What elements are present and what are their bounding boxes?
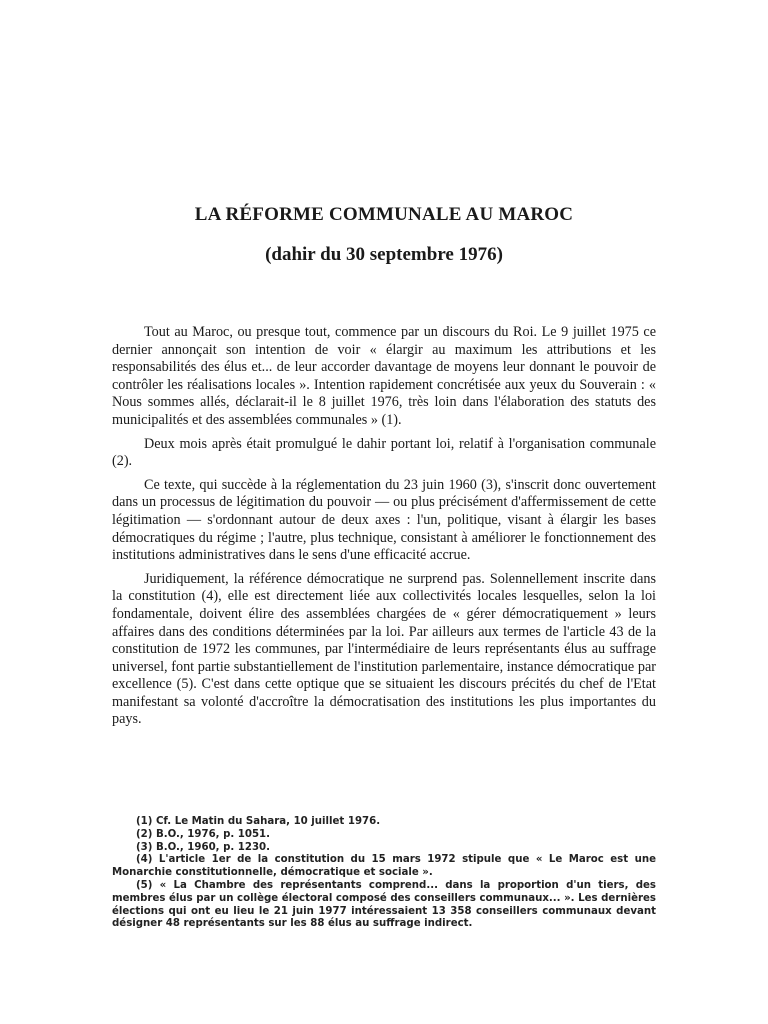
footnotes (112, 816, 656, 931)
paragraph: Ce texte, qui succède à la réglementation du 23 juin 1960 (3), s'inscrit donc ouvertement dans un processus de légitimation du pouvoir — ou plus précisément d'affermissement de cette légitimation — s'ordonnant autour de deux axes : l'un, politique, visant à élargir les bases démocratiques du régime ; l'autre, plus technique, consistant à améliorer le fonctionnement des institutions administratives dans le sens d'une efficacité accrue. (112, 476, 656, 564)
footnote: (2) B.O., 1976, p. 1051. (136, 828, 271, 840)
article-subtitle: (dahir du 30 septembre 1976) (265, 244, 503, 265)
paragraph: Juridiquement, la référence démocratique ne surprend pas. Solennellement inscrite dans la constitution (4), elle est directement liée aux collectivités locales lesquelles, selon la loi fondamentale, doivent élire des assemblées chargées de « gérer démocratiquement » leurs affaires dans des conditions déterminées par la loi. Par ailleurs aux termes de l'article 43 de la constitution de 1972 les communes, par l'intermédiaire de leurs représentants élus au suffrage universel, font partie substantiellement de l'institution parlementaire, instance démocratique par excellence (5). C'est dans cette optique que se situaient les discours précités du chef de l'Etat manifestant sa volonté d'accroître la démocratisation des institutions les plus importantes du pays. (112, 570, 656, 728)
footnote: (5) « La Chambre des représentants comprend... dans la proportion d'un tiers, des membres élus par un collège électoral composé des conseillers communaux... ». Les dernières élections qui ont eu lieu le 21 juin 1977 intéressaient 13 358 conseillers communaux devant désigner 48 représentants sur les 88 élus au suffrage indirect. (112, 879, 656, 930)
footnote: (1) Cf. Le Matin du Sahara, 10 juillet 1976. (136, 816, 381, 827)
article-body (112, 324, 656, 735)
paragraph: Deux mois après était promulgué le dahir portant loi, relatif à l'organisation communale (2). (112, 435, 656, 470)
footnote: (4) L'article 1er de la constitution du 15 mars 1972 stipule que « Le Maroc est une Monarchie constitutionnelle, démocratique et sociale ». (112, 854, 656, 879)
footnote: (3) B.O., 1960, p. 1230. (136, 841, 271, 853)
article-title: LA RÉFORME COMMUNALE AU MAROC (194, 204, 574, 225)
paragraph: Tout au Maroc, ou presque tout, commence par un discours du Roi. Le 9 juillet 1975 ce dernier annonçait son intention de voir « élargir au maximum les attributions et les responsabilités des élus et... de leur accorder davantage de moyens leur donnant le pouvoir de contrôler les réalisations locales ». Intention rapidement concrétisée aux yeux du Souverain : « Nous sommes allés, déclarait-il le 8 juillet 1976, très loin dans l'élaboration des statuts des municipalités et des assemblées communales » (1). (112, 324, 656, 428)
